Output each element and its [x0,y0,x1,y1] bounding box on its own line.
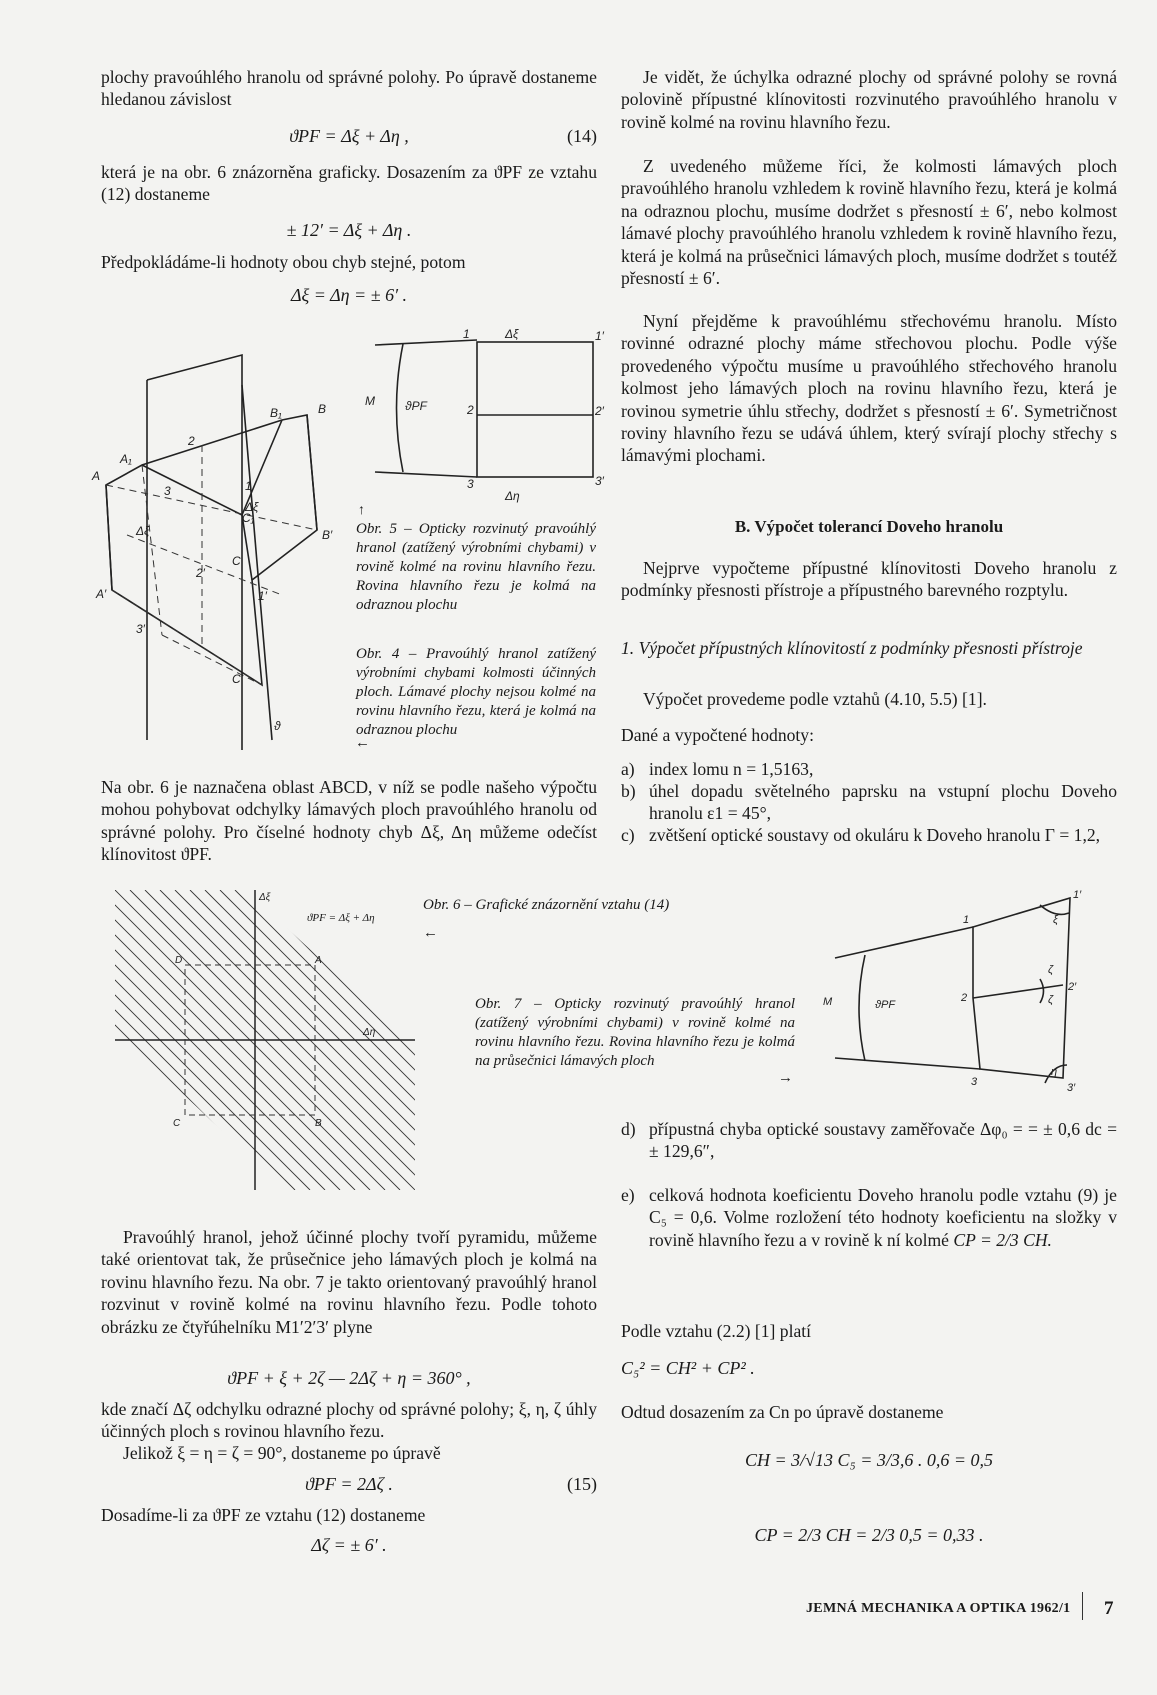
list-label: e) [621,1185,635,1205]
list-item [621,1184,1117,1251]
equation-15 [101,1474,597,1495]
figure-7-caption: Obr. 7 – Opticky rozvinutý pravoúhlý hranol (zatížený výrobními chybami) v rovině kolmé na rovinu hlavního řezu. Rovina hlavního řezu je kolmá na průsečnici lámavých ploch [475,996,795,1069]
equation: Δζ = ± 6′ . [311,1535,387,1555]
list-text-body: celková hodnota koeficientu Doveho hranolu podle vztahu (9) je C₅ = 0,6. Volme rozložení této hodnoty koeficientu na složky v rovině hlavního řezu a v rovině k ní kolmé [649,1185,1117,1250]
svg-text:Δξ: Δξ [259,892,271,903]
svg-text:2′: 2′ [1068,981,1077,993]
figure-7-unfolded [815,889,1082,1094]
svg-text:M: M [823,996,833,1008]
arrow-left-icon: ← [423,925,438,941]
svg-text:η: η [1051,1066,1058,1078]
list-label: b) [621,781,636,801]
subsection-heading: 1. Výpočet přípustných klínovitostí z podmínky přesnosti přístroje [621,638,1083,658]
svg-text:B: B [315,1118,322,1129]
svg-text:ζ: ζ [1048,964,1054,976]
equation-number: (15) [567,1474,597,1494]
journal-footer: JEMNÁ MECHANIKA A OPTIKA 1962/1 [806,1601,1071,1616]
svg-text:3: 3 [467,477,474,491]
svg-text:A₁: A₁ [120,452,132,466]
svg-text:ϑ: ϑ [274,719,281,733]
figure-6-label: ϑPF = Δξ + Δη [307,912,375,924]
page-number: 7 [1104,1598,1114,1619]
equation: CH = 3/√13 C₅ = 3/3,6 . 0,6 = 0,5 [744,1450,994,1470]
svg-text:B₁: B₁ [270,406,282,420]
section-heading: B. Výpočet tolerancí Doveho hranolu [734,517,1004,536]
svg-text:2: 2 [961,992,968,1004]
svg-text:C: C [173,1118,181,1129]
list-label: d) [621,1119,636,1139]
svg-text:Δξ: Δξ [136,524,150,538]
figure-5-caption: Obr. 5 – Opticky rozvinutý pravoúhlý hranol (zatížený výrobními chybami) v rovině kolmé na rovinu hlavního řezu. Rovina hlavního řezu je kolmá na odraznou plochu [356,521,596,613]
svg-text:Δξ: Δξ [505,327,519,341]
paragraph: Odtud dosazením za Cn po úpravě dostaneme [621,1402,944,1422]
figure-4-prism [92,355,352,745]
list-label: c) [621,825,635,845]
svg-text:A′: A′ [96,587,107,601]
figure-5-unfolded [355,327,615,505]
equation: C₅² = CH² + CP² . [621,1358,755,1378]
svg-text:3′: 3′ [136,622,145,636]
svg-text:A: A [315,955,322,966]
svg-text:1′: 1′ [595,329,604,343]
svg-text:ξ: ξ [1053,914,1058,926]
list-item [621,824,1117,846]
svg-text:3′: 3′ [1067,1082,1076,1094]
equation: ϑPF + ξ + 2ζ — 2Δζ + η = 360° , [227,1368,471,1388]
svg-text:3: 3 [164,484,171,498]
svg-text:Δη: Δη [505,489,520,503]
list-text: zvětšení optické soustavy od okuláru k Doveho hranolu Γ = 1,2, [649,825,1101,845]
paragraph: Pravoúhlý hranol, jehož účinné plochy tvoří pyramidu, můžeme také orientovat tak, že průsečnice jeho lámavých ploch je kolmá na rovinu hlavního řezu. Na obr. 7 je takto orientovaný pravoúhlý hranol rozvinut v rovině kolmé na rovinu hlavního řezu. Podle tohoto obrázku ze čtyřúhelníku M1′2′3′ plyne [101,1227,597,1337]
list-text [649,1184,1117,1251]
list-item [621,758,1117,780]
svg-text:1: 1 [963,914,970,926]
svg-text:2: 2 [188,434,195,448]
arrow-up-icon: ↑ [358,503,365,518]
svg-text:2: 2 [467,403,474,417]
svg-text:C: C [232,554,241,568]
equation: CP = 2/3 CH = 2/3 0,5 = 0,33 . [754,1525,984,1545]
svg-text:Δη: Δη [363,1027,376,1038]
paragraph: Nejprve vypočteme přípustné klínovitosti Doveho hranolu z podmínky přesnosti přístroje a přípustného barevného rozptylu. [621,558,1117,601]
arrow-right-icon: → [778,1070,793,1086]
svg-text:1′: 1′ [258,589,267,603]
paragraph: Z uvedeného můžeme říci, že kolmosti lámavých ploch pravoúhlého hranolu vzhledem k rovině hlavního řezu, která je kolmá na odraznou plochu, musíme dodržet s přesností ± 6′, nebo kolmost lámavé plochy pravoúhlého hranolu vzhledem k rovině hlavního řezu, která je kolmá na průsečnici lámavých ploch, musíme dodržet s toutéž přesností ± 6′. [621,156,1117,289]
svg-text:B′: B′ [322,528,333,542]
svg-text:2′: 2′ [595,404,604,418]
arrow-left-icon: ← [355,735,370,751]
equation: ± 12′ = Δξ + Δη . [286,220,412,240]
equation-14 [101,126,597,147]
svg-text:M: M [365,394,375,408]
list-text: přípustná chyba optické soustavy zaměřovače Δφ₀ = = ± 0,6 dc = ± 129,6″, [649,1119,1117,1162]
list-item [621,1118,1117,1163]
figure-4-caption: Obr. 4 – Pravoúhlý hranol zatížený výrobními chybami kolmosti účinných ploch. Lámavé plochy nejsou kolmé na rovinu hlavního řezu, která je kolmá na odraznou plochu [356,646,596,738]
svg-text:1: 1 [463,327,470,341]
list-label: a) [621,759,635,779]
paragraph: Na obr. 6 je naznačena oblast ABCD, v níž se podle našeho výpočtu mohou pohybovat odchylky lámavých ploch pravoúhlého hranolu od správné polohy. Pro číselné hodnoty chyb Δξ, Δη můžeme odečíst klínovitost ϑPF. [101,777,597,865]
svg-text:1′: 1′ [1073,889,1082,901]
figure-6-caption: Obr. 6 – Grafické znázornění vztahu (14) [423,897,670,913]
svg-text:ϑPF: ϑPF [875,999,896,1011]
svg-text:B: B [318,402,327,416]
equation-number: (14) [567,126,597,146]
paragraph: kde značí Δζ odchylku odrazné plochy od správné polohy; ξ, η, ζ úhly účinných ploch s rovinou hlavního řezu. [101,1399,597,1442]
paragraph: která je na obr. 6 znázorněna graficky. Dosazením za ϑPF ze vztahu (12) dostaneme [101,162,597,205]
svg-text:A: A [92,469,101,483]
svg-text:1: 1 [245,479,252,493]
paragraph: Výpočet provedeme podle vztahů (4.10, 5.5) [1]. [643,689,987,709]
paragraph: Je vidět, že úchylka odrazné plochy od správné polohy se rovná polovině přípustné klínovitosti rozvinutého pravoúhlého hranolu v rovině kolmé na rovinu hlavního řezu. [621,67,1117,132]
svg-text:ϑPF: ϑPF [405,399,427,413]
svg-text:3′: 3′ [595,474,604,488]
paragraph: Dané a vypočtené hodnoty: [621,725,814,745]
equation: Δξ = Δη = ± 6′ . [290,285,408,305]
svg-text:D: D [175,955,183,966]
svg-text:ζ: ζ [1048,994,1054,1006]
footer-divider [1082,1592,1083,1620]
paragraph: Podle vztahu (2.2) [1] platí [621,1321,812,1341]
svg-text:C₁: C₁ [242,511,255,525]
list-text: index lomu n = 1,5163, [649,759,814,779]
paragraph: Jelikož ξ = η = ζ = 90°, dostaneme po úpravě [123,1443,441,1463]
paragraph: plochy pravoúhlého hranolu od správné polohy. Po úpravě dostaneme hledanou závislost [101,67,597,110]
figure-6-graph [115,890,420,1195]
equation: ϑPF = 2Δζ . [305,1474,393,1494]
list-item [621,780,1117,825]
svg-text:Δξ: Δξ [245,500,259,514]
equation: ϑPF = Δξ + Δη , [289,126,409,146]
svg-text:2′: 2′ [196,566,205,580]
svg-text:C′: C′ [232,672,243,686]
svg-text:3: 3 [971,1076,978,1088]
paragraph: Nyní přejděme k pravoúhlému střechovému hranolu. Místo rovinné odrazné plochy máme střechovou plochu. Podle výše provedeného výpočtu musíme u pravoúhlého střechového hranolu kolmost jeho lámavých ploch na rovinu hlavního řezu, která je rovinou symetrie úhlu střechy, dodržet s přesností ± 6′. Symetričnost roviny hlavního řezu se udává úhlem, který svírají plochy střechy s lámavými plochami. [621,311,1117,466]
list-text: úhel dopadu světelného paprsku na vstupní plochu Doveho hranolu ε1 = 45°, [649,781,1117,824]
equation: CP = 2/3 CH. [953,1229,1052,1250]
paragraph: Předpokládáme-li hodnoty obou chyb stejné, potom [101,252,466,272]
paragraph: Dosadíme-li za ϑPF ze vztahu (12) dostaneme [101,1505,426,1525]
